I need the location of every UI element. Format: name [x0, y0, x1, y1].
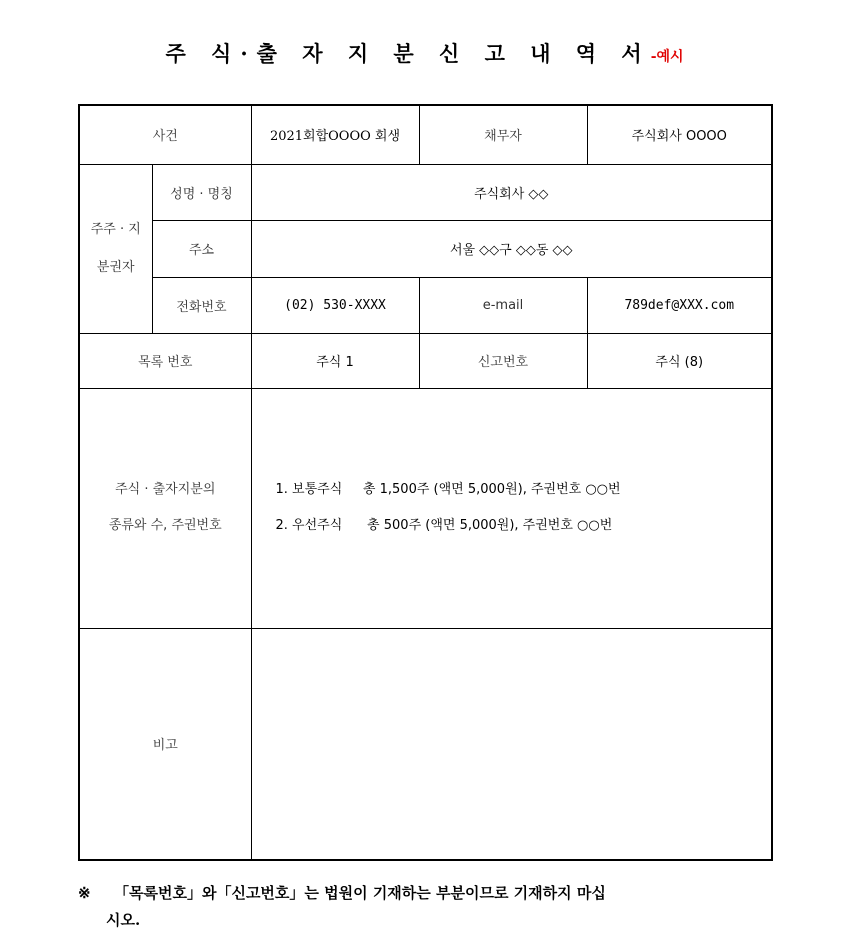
- holder-name-label: 성명 · 명칭: [152, 164, 251, 220]
- holder-label-line2: 분권자: [96, 259, 135, 275]
- holder-name-row: [79, 164, 772, 220]
- instruction-notice: [78, 880, 778, 934]
- title-example-suffix: -예시: [650, 49, 684, 65]
- catalog-value: 주식 1: [251, 333, 419, 388]
- shares-value: [251, 388, 772, 628]
- holder-label-line1: 주주 · 지: [90, 221, 141, 237]
- holder-name-value: 주식회사 ◇◇: [251, 164, 772, 220]
- catalog-label: 목록 번호: [79, 333, 251, 388]
- holder-address-row: [79, 220, 772, 277]
- case-value: 2021회합OOOO 회생: [251, 105, 419, 164]
- document-title: [0, 38, 849, 68]
- notice-mark: ※: [78, 884, 91, 902]
- case-row: [79, 105, 772, 164]
- remarks-row: [79, 628, 772, 860]
- holder-address-value: 서울 ◇◇구 ◇◇동 ◇◇: [251, 220, 772, 277]
- share-line-preferred: 2. 우선주식 총 500주 (액면 5,000원), 주권번호 ○○번: [275, 518, 613, 533]
- share-line-common: 1. 보통주식 총 1,500주 (액면 5,000원), 주권번호 ○○번: [275, 482, 621, 497]
- debtor-value: 주식회사 OOOO: [587, 105, 772, 164]
- report-number-value: 주식 (8): [587, 333, 772, 388]
- shares-label-line2: 종류와 수, 주권번호: [108, 518, 222, 533]
- notice-text-1: 「목록번호」와「신고번호」는 법원이 기재하는 부분이므로 기재하지 마십: [114, 884, 606, 902]
- case-label: 사건: [79, 105, 251, 164]
- notice-line-1: [78, 880, 778, 907]
- holder-contact-row: [79, 277, 772, 333]
- holder-address-label: 주소: [152, 220, 251, 277]
- holder-phone-label: 전화번호: [152, 277, 251, 333]
- report-number-label: 신고번호: [419, 333, 587, 388]
- catalog-row: [79, 333, 772, 388]
- notice-line-2: 시오.: [106, 911, 141, 929]
- shares-label-line1: 주식 · 출자지분의: [115, 482, 216, 497]
- holder-email-label: e-mail: [419, 277, 587, 333]
- title-main: 주 식·출 자 지 분 신 고 내 역 서: [165, 41, 651, 66]
- holder-email-value: 789def@XXX.com: [587, 277, 772, 333]
- holder-label: [79, 164, 152, 333]
- remarks-value: [251, 628, 772, 860]
- remarks-label: 비고: [79, 628, 251, 860]
- holder-phone-value: (02) 530-XXXX: [251, 277, 419, 333]
- shares-row: [79, 388, 772, 628]
- shares-label: [79, 388, 251, 628]
- report-form-table: [78, 104, 773, 861]
- debtor-label: 채무자: [419, 105, 587, 164]
